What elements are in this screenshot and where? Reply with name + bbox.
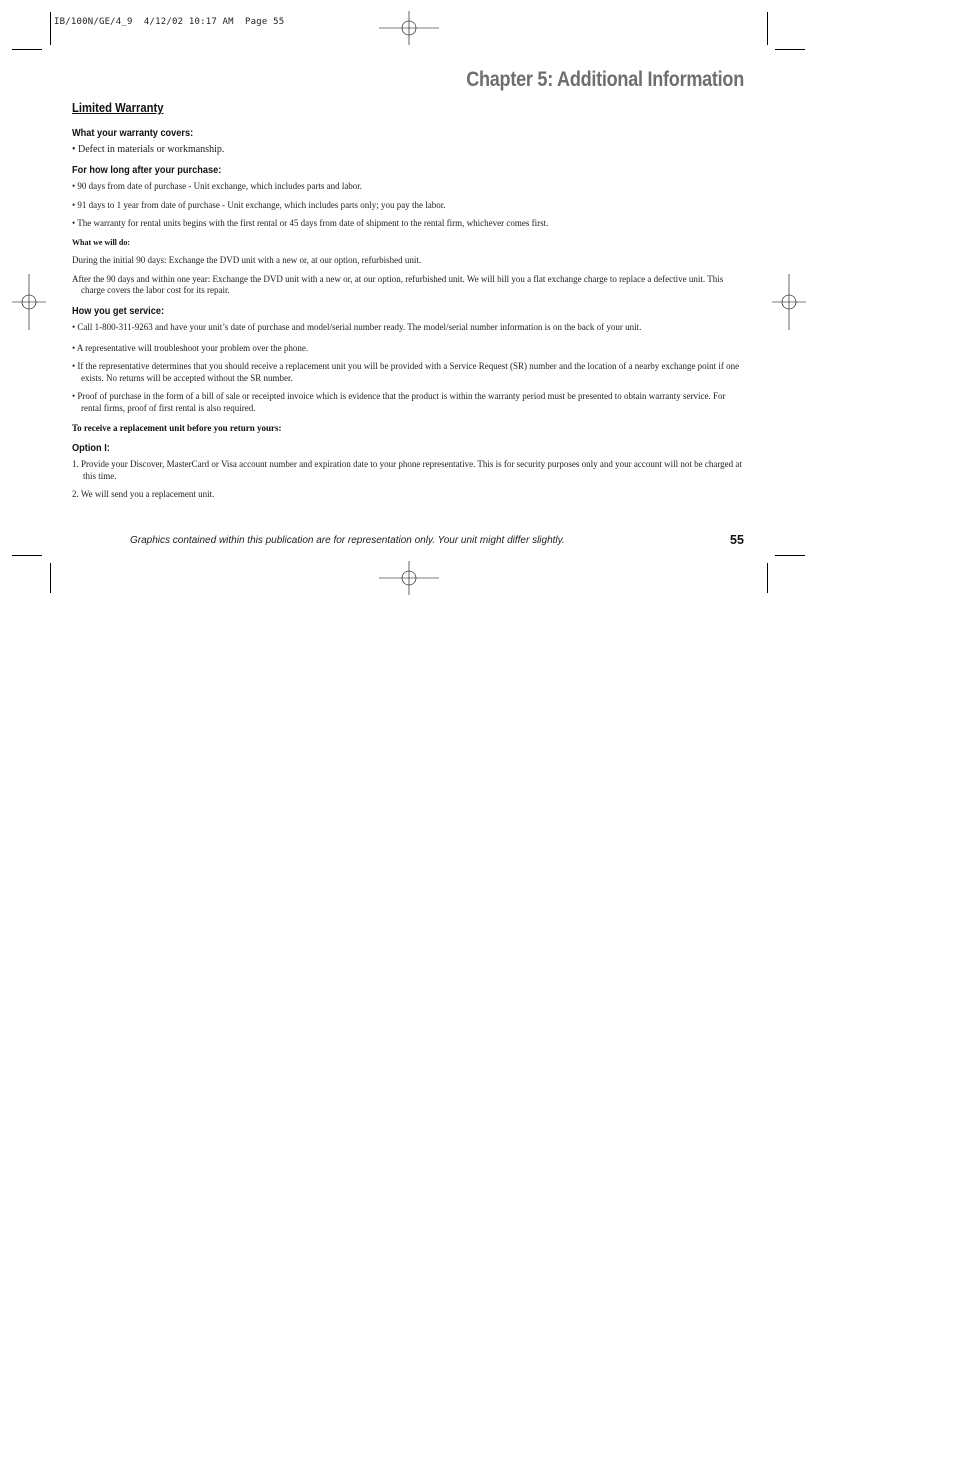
list-item: • Defect in materials or workmanship. bbox=[72, 144, 225, 155]
crop-mark bbox=[767, 12, 768, 45]
list-item: 2. We will send you a replacement unit. bbox=[72, 489, 215, 499]
replacement-heading: To receive a replacement unit before you return yours: bbox=[72, 423, 282, 433]
warranty-content bbox=[72, 103, 744, 508]
registration-mark-icon bbox=[379, 11, 439, 45]
chapter-title: Chapter 5: Additional Information bbox=[466, 68, 744, 91]
list-item: • 90 days from date of purchase - Unit exchange, which includes parts and labor. bbox=[72, 181, 363, 191]
list-item: • The warranty for rental units begins with the first rental or 45 days from date of shipment to the rental firm, whichever comes first. bbox=[72, 218, 549, 228]
footer-note: Graphics contained within this publication are for representation only. Your unit might differ slightly. bbox=[130, 535, 565, 546]
duration-heading: For how long after your purchase: bbox=[72, 164, 222, 176]
crop-mark bbox=[767, 563, 768, 593]
list-item: • A representative will troubleshoot your problem over the phone. bbox=[72, 342, 309, 353]
paragraph: After the 90 days and within one year: Exchange the DVD unit with a new or, at our option, refurbished unit. We will bill you a flat exchange charge to replace a defective unit. This charge covers the labor cost for its repair. bbox=[72, 273, 724, 295]
will-do-heading: What we will do: bbox=[72, 237, 130, 247]
registration-mark-icon bbox=[764, 274, 814, 330]
covers-heading: What your warranty covers: bbox=[72, 127, 194, 139]
page-number: 55 bbox=[730, 533, 744, 547]
list-item: 1. Provide your Discover, MasterCard or Visa account number and expiration date to your phone representative. This is for security purposes only and your account will not be charged at this time. bbox=[72, 459, 742, 481]
option-heading: Option I: bbox=[72, 442, 110, 454]
print-slug: IB/100N/GE/4_9 4/12/02 10:17 AM Page 55 bbox=[54, 17, 285, 27]
list-item: • Proof of purchase in the form of a bill of sale or receipted invoice which is evidence that the product is within the warranty period must be presented to obtain warranty service. For rental firms, proof of first rental is also required. bbox=[72, 391, 726, 413]
crop-mark bbox=[12, 555, 42, 556]
paragraph: During the initial 90 days: Exchange the DVD unit with a new or, at our option, refurbished unit. bbox=[72, 255, 422, 265]
crop-mark bbox=[775, 555, 805, 556]
crop-mark bbox=[50, 563, 51, 593]
registration-mark-icon bbox=[379, 561, 439, 595]
list-item: • If the representative determines that you should receive a replacement unit you will be provided with a Service Request (SR) number and the location of a nearby exchange point if one exists. No returns will be accepted without the SR number. bbox=[72, 361, 740, 383]
list-item: • 91 days to 1 year from date of purchase - Unit exchange, which includes parts only; you pay the labor. bbox=[72, 199, 446, 210]
crop-mark bbox=[12, 49, 42, 50]
registration-mark-icon bbox=[4, 274, 54, 330]
list-item: • Call 1-800-311-9263 and have your unit’s date of purchase and model/serial number ready. The model/serial number information is on the back of your unit. bbox=[72, 322, 642, 332]
crop-mark bbox=[775, 49, 805, 50]
crop-mark bbox=[50, 12, 51, 45]
section-title: Limited Warranty bbox=[72, 101, 164, 115]
service-heading: How you get service: bbox=[72, 305, 165, 317]
